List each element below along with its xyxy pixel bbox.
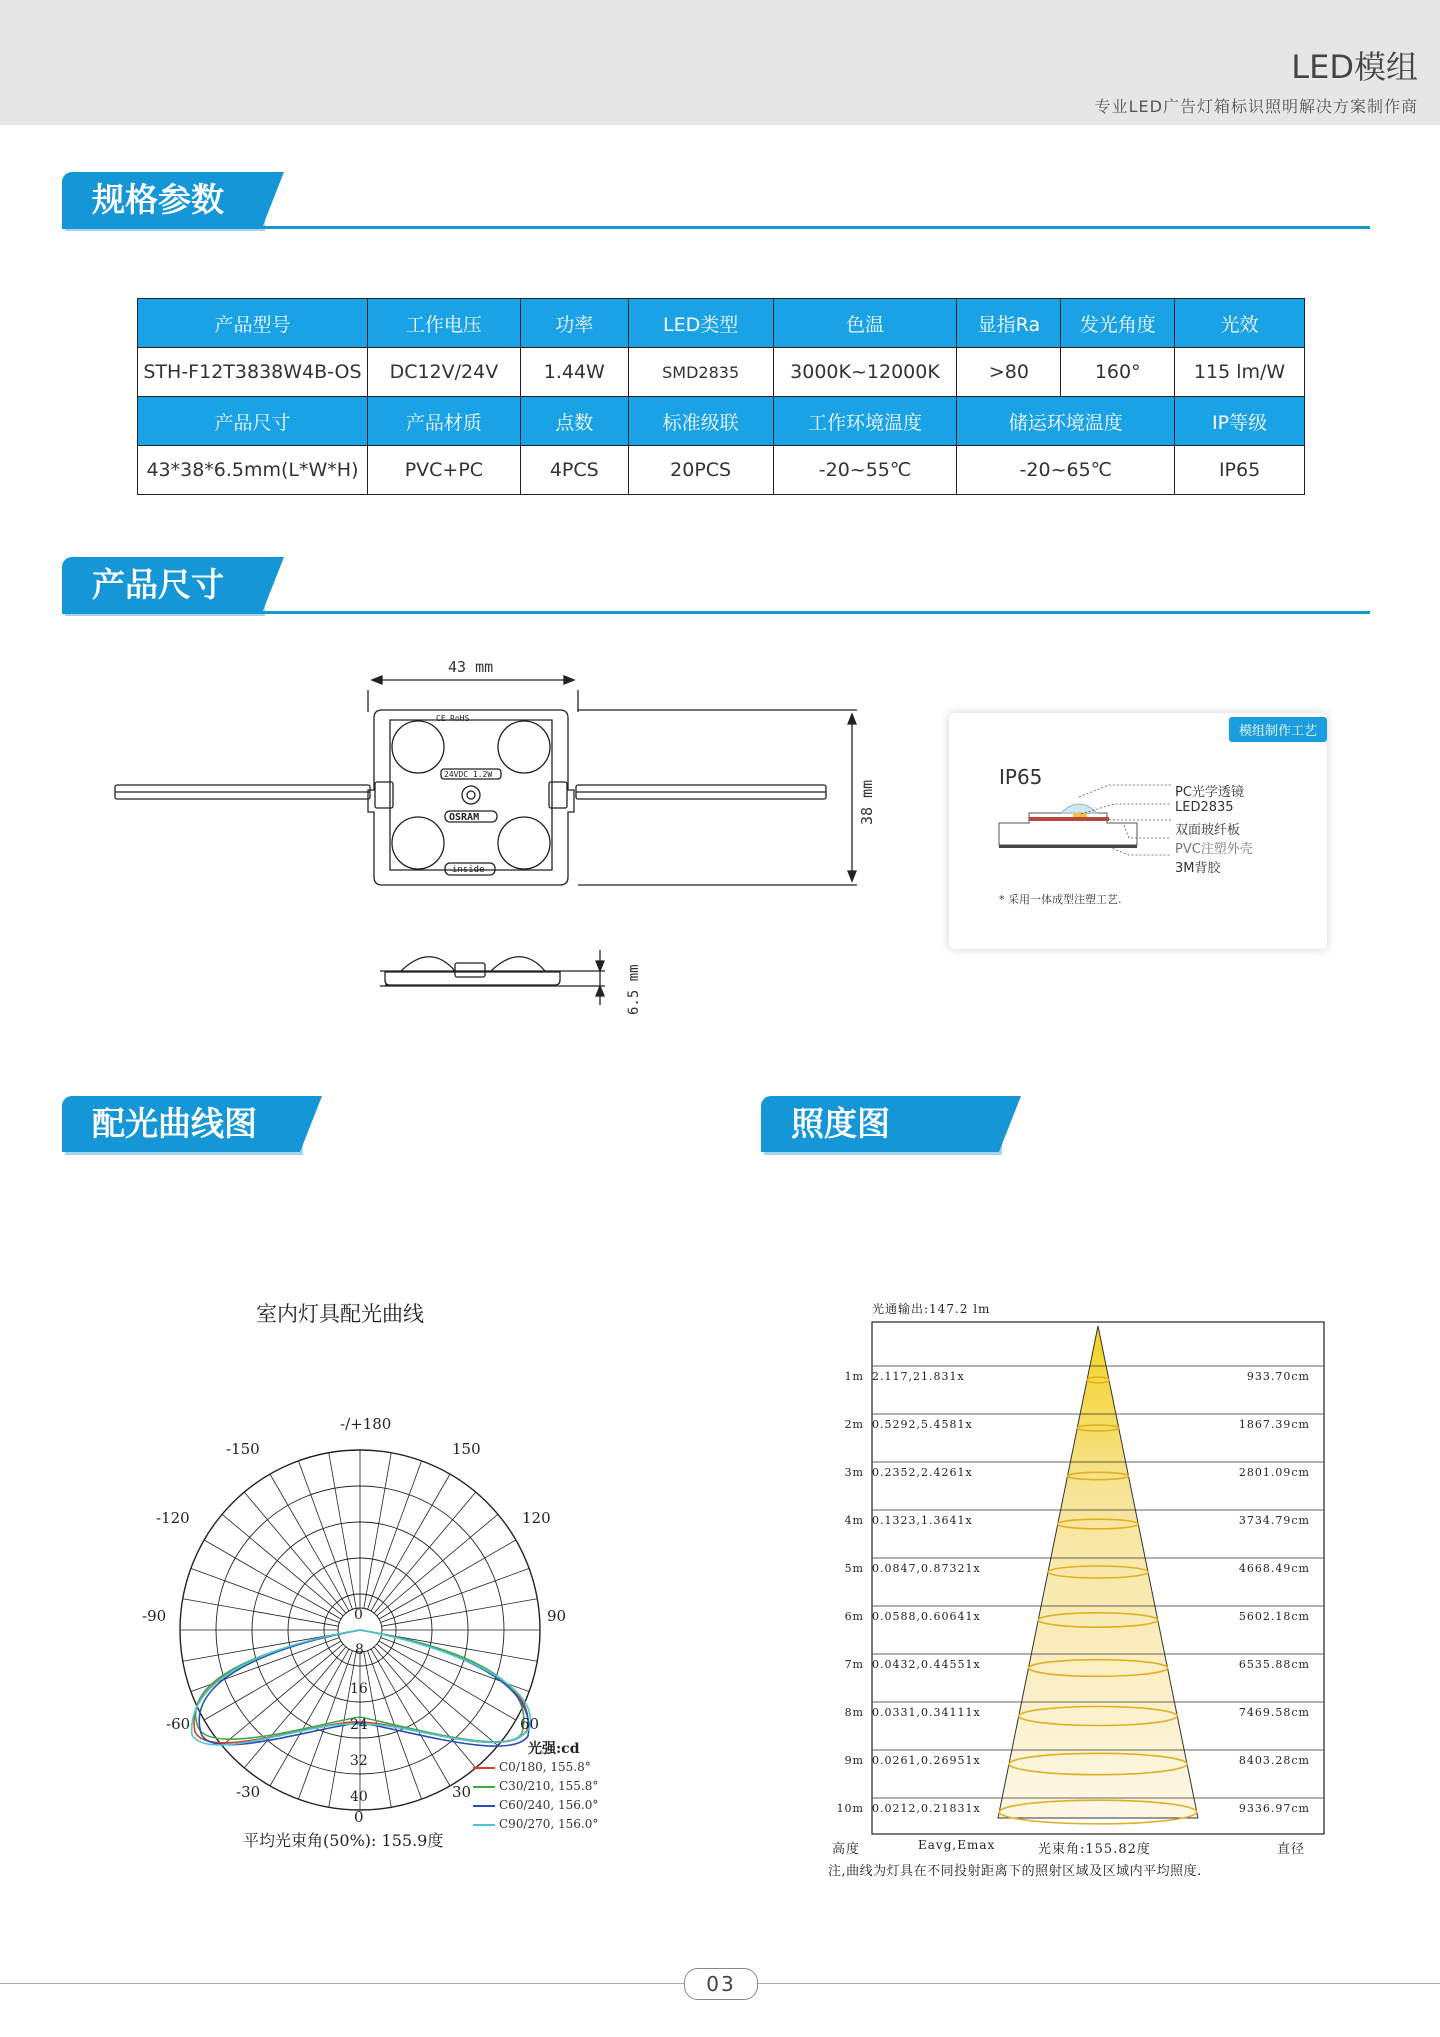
polar-angle-r120: 120 [522,1509,551,1527]
legend-label: C60/240, 156.0° [499,1798,599,1812]
polar-spoke [374,1492,476,1613]
layer-diagram [989,783,1329,883]
spec-table [137,298,1305,495]
section-spec-rule [62,226,1370,229]
illum-row-height: 1m [844,1370,864,1383]
section-curve-title: 配光曲线图 [62,1096,300,1152]
polar-angle-l60: -60 [166,1715,191,1733]
spec-cell: 储运环境温度 [957,397,1175,446]
ip-rating: IP65 [999,765,1043,789]
spec-cell: 43*38*6.5mm(L*W*H) [138,446,368,495]
spec-cell: -20~65℃ [957,446,1175,495]
polar-spoke [371,1649,450,1786]
polar-angle-l120: -120 [156,1509,190,1527]
section-illum [761,1096,999,1156]
label-inside: inside [452,865,485,875]
polar-radial-label: 40 [350,1789,368,1805]
brand-title: LED模组 [1291,48,1418,86]
polar-angle-l30: -30 [236,1783,261,1801]
spec-value-row-1 [138,348,1305,397]
header-bar [0,0,1440,125]
illum-row-diameter: 1867.39cm [1238,1418,1310,1431]
polar-spoke [382,1599,538,1626]
legend-swatch [473,1805,495,1807]
illum-row-diameter: 7469.58cm [1238,1706,1310,1719]
polar-spoke [270,1649,349,1786]
spec-cell: 160° [1061,348,1175,397]
illum-row-diameter: 6535.88cm [1238,1658,1310,1671]
illum-col-angle: 光束角:155.82度 [1038,1842,1151,1857]
illum-row-height: 9m [844,1754,864,1767]
polar-spoke [368,1461,422,1609]
label-rohs: RoHS [450,714,470,723]
illum-note: 注,曲线为灯具在不同投射距离下的照射区域及区域内平均照度. [828,1864,1202,1879]
section-illum-title: 照度图 [761,1096,999,1152]
polar-spoke [377,1514,498,1616]
layer-label: PC光学透镜 [1175,785,1244,800]
legend-label: C0/180, 155.8° [499,1760,591,1774]
polar-spoke [191,1568,339,1622]
polar-spoke [329,1453,356,1609]
polar-radial-label: 16 [350,1681,368,1697]
polar-angle-bottom: 0 [354,1808,364,1826]
spec-cell: 发光角度 [1061,299,1175,348]
illum-row-diameter: 8403.28cm [1238,1754,1310,1767]
illum-row-eavg: 0.0212,0.21831x [872,1802,981,1815]
section-size-title: 产品尺寸 [62,557,262,613]
spec-value-row-2 [138,446,1305,495]
spec-cell: 1.44W [520,348,628,397]
polar-angle-r60: 60 [520,1715,540,1733]
illum-row-height: 3m [844,1466,864,1479]
spec-cell: 功率 [520,299,628,348]
spec-cell: 点数 [520,397,628,446]
polar-spoke [222,1644,343,1746]
illum-row-eavg: 0.5292,5.4581x [872,1418,973,1431]
process-note: * 采用一体成型注塑工艺. [999,893,1122,906]
spec-cell: 显指Ra [957,299,1061,348]
polar-spoke [381,1568,529,1622]
polar-spoke [298,1461,352,1609]
illum-row-diameter: 2801.09cm [1238,1466,1310,1479]
layer-label: PVC注塑外壳 [1175,842,1253,857]
illum-row-diameter: 9336.97cm [1238,1802,1310,1815]
legend-swatch [473,1786,495,1788]
legend-item [473,1760,598,1779]
illum-col-height: 高度 [832,1842,861,1857]
spec-cell: 工作电压 [367,299,520,348]
dim-length: 43 mm [448,658,494,676]
polar-radial-label: 32 [350,1753,368,1769]
legend-item [473,1779,598,1798]
polar-title: 室内灯具配光曲线 [256,1302,424,1326]
illum-row-diameter: 933.70cm [1246,1370,1310,1383]
polar-spoke [204,1540,341,1619]
section-spec [62,172,1370,232]
illum-row-height: 7m [844,1658,864,1671]
spec-cell: >80 [957,348,1061,397]
illum-row-eavg: 0.0847,0.87321x [872,1562,981,1575]
spec-header-row-1 [138,299,1305,348]
dim-height: 6.5 mm [626,964,642,1015]
spec-cell: 4PCS [520,446,628,495]
polar-spoke [374,1647,476,1768]
label-voltage: 24VDC 1.2W [444,770,493,779]
section-size-rule [62,611,1370,614]
spec-cell: 产品型号 [138,299,368,348]
polar-spoke [183,1599,339,1626]
illum-row-eavg: 0.0261,0.26951x [872,1754,981,1767]
polar-radial-label: 8 [355,1642,364,1658]
process-card [949,713,1327,949]
spec-cell: 产品材质 [367,397,520,446]
polar-angle-r150: 150 [452,1440,481,1458]
spec-header-row-2 [138,397,1305,446]
layer-label: LED2835 [1175,800,1234,815]
polar-spoke [270,1474,349,1611]
section-spec-title: 规格参数 [62,172,262,228]
page-number: 03 [684,1968,758,2000]
layer-label: 双面玻纤板 [1175,823,1241,838]
dim-width: 38 mm [858,779,876,825]
illum-row-height: 10m [836,1802,864,1815]
label-ce: CE [436,714,446,723]
polar-angle-r90: 90 [547,1607,567,1625]
module-drawing [100,650,880,1020]
illum-row-diameter: 3734.79cm [1238,1514,1310,1527]
illum-row-eavg: 0.0588,0.60641x [872,1610,981,1623]
polar-spoke [371,1474,450,1611]
spec-cell: DC12V/24V [367,348,520,397]
illum-row-height: 2m [844,1418,864,1431]
process-badge: 模组制作工艺 [1229,717,1327,742]
spec-cell: 光效 [1175,299,1305,348]
legend-item [473,1798,598,1817]
legend-swatch [473,1824,495,1826]
illum-col-eavg: Eavg,Emax [918,1838,996,1852]
spec-cell: STH-F12T3838W4B-OS [138,348,368,397]
polar-angle-l150: -150 [226,1440,260,1458]
polar-spoke [379,1540,516,1619]
illum-flux: 光通输出:147.2 lm [872,1302,991,1316]
spec-cell: 标准级联 [628,397,773,446]
section-size [62,557,1370,617]
legend-swatch [473,1767,495,1769]
spec-cell: 20PCS [628,446,773,495]
polar-angle-r30: 30 [452,1783,472,1801]
illum-col-diam: 直径 [1277,1842,1306,1857]
legend-label: C30/210, 155.8° [499,1779,599,1793]
section-curve [62,1096,300,1156]
illum-row-eavg: 0.0331,0.34111x [872,1706,981,1719]
illum-row-diameter: 5602.18cm [1238,1610,1310,1623]
legend-item [473,1817,598,1836]
polar-spoke [244,1492,346,1613]
spec-cell: 色温 [773,299,957,348]
illum-row-height: 6m [844,1610,864,1623]
spec-cell: LED类型 [628,299,773,348]
polar-angle-top: -/+180 [340,1415,392,1433]
polar-radial-label: 24 [350,1717,368,1733]
spec-cell: 产品尺寸 [138,397,368,446]
spec-cell: SMD2835 [628,348,773,397]
polar-spoke [244,1647,346,1768]
spec-cell: 工作环境温度 [773,397,957,446]
polar-spoke [222,1514,343,1616]
polar-angle-l90: -90 [142,1607,167,1625]
illum-row-eavg: 0.2352,2.4261x [872,1466,973,1479]
illum-row-height: 5m [844,1562,864,1575]
polar-legend-title: 光强:cd [528,1741,580,1757]
layer-label: 3M背胶 [1175,861,1221,876]
illum-row-eavg: 2.117,21.831x [872,1370,965,1383]
spec-cell: IP65 [1175,446,1305,495]
legend-label: C90/270, 156.0° [499,1817,599,1831]
illum-row-height: 8m [844,1706,864,1719]
polar-legend [473,1760,598,1836]
label-osram: OSRAM [449,812,480,823]
brand-tagline: 专业LED广告灯箱标识照明解决方案制作商 [1094,97,1418,116]
illum-row-diameter: 4668.49cm [1238,1562,1310,1575]
spec-cell: PVC+PC [367,446,520,495]
polar-spoke [364,1453,391,1609]
polar-radial-label: 0 [354,1607,363,1623]
illum-row-eavg: 0.0432,0.44551x [872,1658,981,1671]
spec-cell: -20~55℃ [773,446,957,495]
illum-row-eavg: 0.1323,1.3641x [872,1514,973,1527]
spec-cell: 3000K~12000K [773,348,957,397]
spec-cell: IP等级 [1175,397,1305,446]
spec-cell: 115 lm/W [1175,348,1305,397]
illum-row-height: 4m [844,1514,864,1527]
polar-footer: 平均光束角(50%): 155.9度 [243,1831,444,1850]
